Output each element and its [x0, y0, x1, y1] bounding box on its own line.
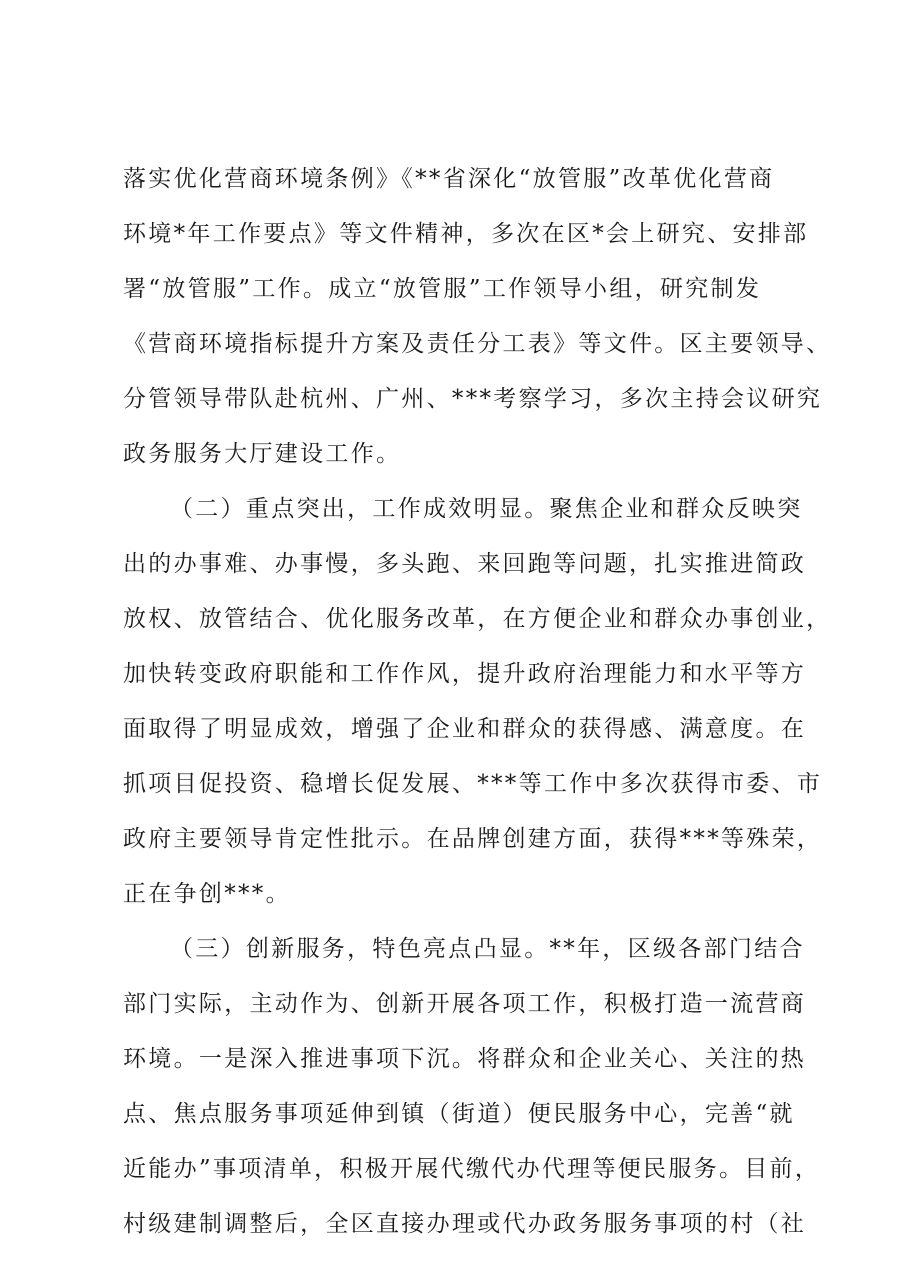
text-line: 部门实际，主动作为、创新开展各项工作，积极打造一流营商 — [123, 991, 807, 1017]
text-line: 正在争创***。 — [123, 881, 291, 907]
paragraph-heading-2: （二）重点突出，工作成效明显。聚焦企业和群众反映突 — [170, 496, 803, 522]
text-line: 村级建制调整后，全区直接办理或代办政务服务事项的村（社 — [123, 1211, 807, 1237]
text-line: 环境*年工作要点》等文件精神，多次在区*会上研究、安排部 — [123, 221, 809, 247]
text-line: 出的办事难、办事慢，多头跑、来回跑等问题，扎实推进简政 — [123, 551, 807, 577]
text-line: 面取得了明显成效，增强了企业和群众的获得感、满意度。在 — [123, 716, 807, 742]
text-line: 落实优化营商环境条例》《**省深化“放管服”改革优化营商 — [123, 166, 775, 192]
text-line: 政府主要领导肯定性批示。在品牌创建方面，获得***等殊荣， — [123, 826, 823, 852]
text-line: 放权、放管结合、优化服务改革，在方便企业和群众办事创业， — [123, 606, 832, 632]
text-line: 分管领导带队赴杭州、广州、***考察学习，多次主持会议研究 — [123, 386, 823, 412]
text-line: 署“放管服”工作。成立“放管服”工作领导小组，研究制发 — [123, 276, 762, 302]
text-line: 近能办”事项清单，积极开展代缴代办代理等便民服务。目前， — [123, 1156, 821, 1182]
text-line: 点、焦点服务事项延伸到镇（街道）便民服务中心，完善“就 — [123, 1101, 795, 1127]
paragraph-heading-3: （三）创新服务，特色亮点凸显。**年，区级各部门结合 — [170, 936, 805, 962]
text-line: 《营商环境指标提升方案及责任分工表》等文件。区主要领导、 — [123, 331, 832, 357]
text-line: 环境。一是深入推进事项下沉。将群众和企业关心、关注的热 — [123, 1046, 807, 1072]
text-line: 政务服务大厅建设工作。 — [123, 441, 402, 467]
text-line: 加快转变政府职能和工作作风，提升政府治理能力和水平等方 — [123, 661, 807, 687]
text-line: 抓项目促投资、稳增长促发展、***等工作中多次获得市委、市 — [123, 771, 823, 797]
